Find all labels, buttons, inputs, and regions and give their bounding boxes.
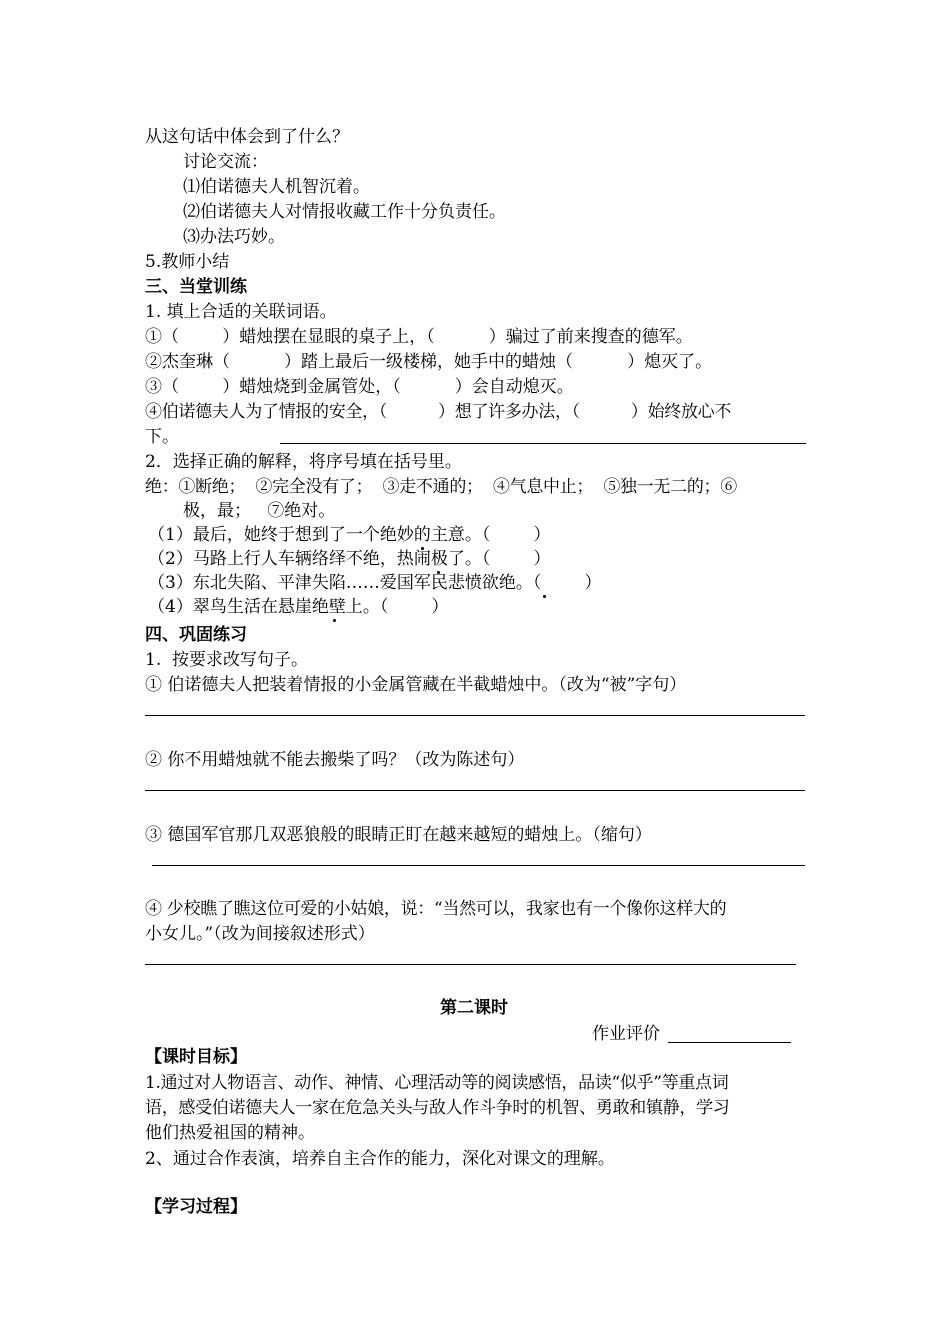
fill-item-1: ①（ ）蜡烛摆在显眼的桌子上，（ ）骗过了前来搜查的德军。 bbox=[145, 327, 693, 347]
rewrite-item-4: ④ 少校瞧了瞧这位可爱的小姑娘，说：“当然可以，我家也有一个像你这样大的 bbox=[145, 899, 727, 919]
lesson-2-title: 第二课时 bbox=[440, 998, 508, 1018]
emphasis-dot bbox=[333, 619, 336, 622]
task-2-title: 2．选择正确的解释，将序号填在括号里。 bbox=[145, 452, 462, 472]
homework-eval-label: 作业评价 bbox=[592, 1024, 660, 1044]
sentence-1: （1）最后，她终于想到了一个绝妙的主意。（ ） bbox=[148, 525, 551, 545]
discussion-point-3: ⑶办法巧妙。 bbox=[183, 227, 285, 247]
definitions-line-2: 极，最； ⑦绝对。 bbox=[183, 501, 336, 521]
sentence-2: （2）马路上行人车辆络绎不绝，热闹极了。（ ） bbox=[148, 549, 551, 569]
discussion-point-1: ⑴伯诺德夫人机智沉着。 bbox=[183, 177, 370, 197]
answer-line[interactable] bbox=[145, 790, 805, 791]
emphasis-dot bbox=[543, 595, 546, 598]
rewrite-item-1: ① 伯诺德夫人把装着情报的小金属管藏在半截蜡烛中。（改为“被”字句） bbox=[145, 675, 687, 695]
definitions-line-1: 绝：①断绝； ②完全没有了； ③走不通的； ④气息中止； ⑤独一无二的；⑥ bbox=[145, 477, 737, 497]
section-heading-3: 三、当堂训练 bbox=[145, 277, 247, 297]
fill-item-4: ④伯诺德夫人为了情报的安全，（ ）想了许多办法，（ ）始终放心不 bbox=[145, 402, 732, 422]
rewrite-item-2: ② 你不用蜡烛就不能去搬柴了吗？（改为陈述句） bbox=[145, 750, 525, 770]
goal-2: 2、通过合作表演，培养自主合作的能力，深化对课文的理解。 bbox=[145, 1149, 615, 1169]
sentence-4: （4）翠鸟生活在悬崖绝壁上。（ ） bbox=[148, 597, 449, 617]
homework-eval-line[interactable] bbox=[668, 1042, 791, 1043]
teacher-summary: 5.教师小结 bbox=[145, 252, 230, 272]
answer-line[interactable] bbox=[152, 865, 805, 866]
rewrite-item-4-cont: 小女儿。”（改为间接叙述形式） bbox=[145, 924, 375, 944]
goal-1-line-2: 语，感受伯诺德夫人一家在危急关头与敌人作斗争时的机智、勇敢和镇静，学习 bbox=[145, 1098, 730, 1118]
fill-item-3: ③（ ）蜡烛烧到金属管处，（ ）会自动熄灭。 bbox=[145, 377, 574, 397]
section-heading-4: 四、巩固练习 bbox=[145, 625, 247, 645]
fill-item-2: ②杰奎琳（ ）踏上最后一级楼梯，她手中的蜡烛（ ）熄灭了。 bbox=[145, 352, 713, 372]
fill-item-4-cont: 下。 bbox=[145, 427, 179, 447]
sentence-3: （3）东北失陷、平津失陷……爱国军民悲愤欲绝。（ ） bbox=[148, 573, 602, 593]
goal-1-line-3: 他们热爱祖国的精神。 bbox=[145, 1123, 315, 1143]
question-line: 从这句话中体会到了什么？ bbox=[145, 127, 349, 147]
discussion-point-2: ⑵伯诺德夫人对情报收藏工作十分负责任。 bbox=[183, 202, 506, 222]
practice-title: 1. 按要求改写句子。 bbox=[145, 650, 309, 670]
process-heading: 【学习过程】 bbox=[145, 1197, 247, 1217]
answer-line[interactable] bbox=[145, 715, 805, 716]
answer-line[interactable] bbox=[280, 443, 806, 444]
goal-1-line-1: 1.通过对人物语言、动作、神情、心理活动等的阅读感悟，品读“似乎”等重点词 bbox=[145, 1073, 729, 1093]
rewrite-item-3: ③ 德国军官那几双恶狼般的眼睛正盯在越来越短的蜡烛上。（缩句） bbox=[145, 825, 652, 845]
discussion-label: 讨论交流： bbox=[183, 152, 268, 172]
task-1-title: 1. 填上合适的关联词语。 bbox=[145, 302, 337, 322]
answer-line[interactable] bbox=[145, 964, 796, 965]
goals-heading: 【课时目标】 bbox=[145, 1047, 247, 1067]
